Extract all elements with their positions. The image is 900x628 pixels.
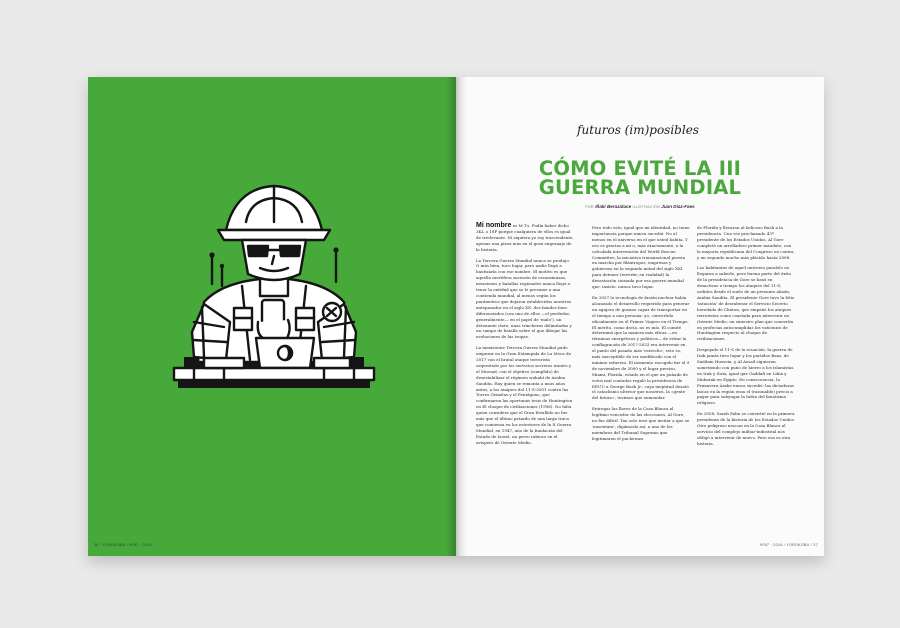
paragraph: de Florida y llevaron al belicoso Bush a la presidencia. Una vez proclamado 43º presidente de los Estados Unidos, Al Gore completó un arrolladoro primer mandato, con la mayoría republicana del Congreso en contra, y un segundo mucho más plácido hasta 2008. bbox=[697, 225, 795, 260]
lead-in: Mi nombre bbox=[476, 222, 512, 229]
paragraph: En 2008, Sarah Palin se convirtió en la primera presidenta de la historia de los Estados Unidos. Otro peligroso neocon en la Casa Blanca al servicio del complejo militar-industrial nos obligó a intervenir de nuevo. Pero esa es otra historia. bbox=[697, 411, 795, 446]
text-column-2 bbox=[592, 225, 690, 447]
headline-line-2: GUERRA MUNDIAL bbox=[538, 176, 742, 199]
folio-left: 36 / YOROKOBU / Nº87 · 2016 bbox=[94, 543, 152, 547]
right-page bbox=[456, 77, 824, 556]
paragraph: Mi nombre es M.T.s. Podía haber dicho 3KL o 18P porque cualquiera de ellos es igual de irrelevante. Ni siquiera yo soy trascendente, apenas una pieza más en el gran engranaje de la historia. bbox=[476, 222, 574, 252]
paragraph: Despejado el 11-S de la ecuación, la guerra de Irak jamás tuvo lugar y los partidos Baaz, de Saddam Hussein, y Al Assad siguieron sometiendo con puño de hierro a los islamistas en Irak y Siria, igual que Gaddafi en Libia y Mubarak en Egipto. En consecuencia, la Primavera Árabe nunca sucedió: las dictaduras laicas en la región eran el (razonable) precio a pagar para subyugar la hidra del fanatismo religioso. bbox=[697, 347, 795, 406]
illustrator-name: Juan Díaz-Faes bbox=[661, 204, 695, 209]
headline-line-1: CÓMO EVITÉ LA III bbox=[538, 157, 742, 180]
paragraph: La Tercera Guerra Mundial nunca se produjo. O más bien, tuvo lugar, pero nadie llegó a bautizarla con ese nombre. El motivo es que aquella mortífera sucesión de escaramuzas, invasiones y batallas regionales nunca llegó a tener la entidad que se le presume a una contienda mundial, al menos según los parámetros que dejaron establecidos nuestros antepasados en el siglo XX: dos bandos bien diferenciados (con uno de ellos —el perdedor, generalmente— en el papel de 'malo'), un detonante claro, unas trincheras delimitadas y un campo de batalla sobre el que dibujar las evoluciones de las tropas. bbox=[476, 257, 572, 340]
illustrator-label: ILUSTRACIÓN bbox=[632, 205, 660, 209]
section-label: futuros (im)posibles bbox=[577, 123, 699, 137]
article-headline bbox=[536, 159, 744, 197]
left-page bbox=[88, 77, 456, 556]
soldier-illustration bbox=[164, 182, 384, 412]
article-credits bbox=[516, 204, 764, 209]
author-name: Iñaki Berazaluce bbox=[595, 204, 632, 209]
paragraph: Los habitantes de aquel universo paralelo no llegaron a saberlo, pero buena parte del éxito de la presidencia de Gore se basó en desactivar a tiempo los ataques del 11-S, urdidos desde el suelo de un presunto aliado, Arabia Saudita. El presidente Gore tuvo la feliz 'intuición' de desrabezar el Servicio Secreto heredado de Clinton, que empañó los ataques terroristas como coartada para intervenir en Oriente Medio, un siniestro plan que convertía en profecías autocumplidas los vaticinios de Huntington respecto al choque de civilizaciones. bbox=[697, 265, 795, 342]
magazine-spread bbox=[88, 77, 824, 556]
text-column-3 bbox=[697, 225, 795, 452]
paragraph: La inexistente Tercera Guerra Mundial pudo empezar en la Gran Estampida de La Meca de 2017 con el brutal ataque terrorista orquestado por los servicios secretos iraníes y el Mossad, con el objetivo (cumplido) de desestabilizar el régimen wahabí de Arabia Saudita. Hay quien se remonta a unos años antes, a los ataques del 11-S-2001 contra las Torres Gemelas y el Pentágono, que confirmaron las oportunas tesis de Huntington en El choque de civilizaciones (1996). No falta quien considera que el Gran Estallido no fue más que el último petardo de una larga traca que comienza en los estertores de la II Guerra Mundial, en 1947, año de la fundación del Estado de Israel, un perro rabioso en el avispero de Oriente Medio. bbox=[476, 345, 573, 445]
text-column-1 bbox=[476, 223, 574, 451]
folio-right: Nº87 · 2016 / YOROKOBU / 37 bbox=[760, 543, 818, 547]
paragraph: Entregar las llaves de la Casa Blanca al legítimo vencedor de las elecciones, Al Gore, no fue difícil. Tan solo tuve que invitar a que se 'ausentara', digámoslo así, a uno de los miembros del Tribunal Supremo que legitimaron el pucherazo bbox=[592, 406, 690, 441]
paragraph: Pero todo esto, igual que mi identidad, no tiene importancia porque nunca sucedió. No al menos en el universo en el que usted habita. Y eso es gracias a mí o, más exactamente, a la calculada intervención del World Rescue Committee, la iniciativa transnacional puesta en marcha por filántropos, empresas y gobiernos en la segunda mitad del siglo XXI para detener (revertir, en realidad) la devastación causada por esa guerra mundial que, insisto, nunca tuvo lugar. bbox=[592, 225, 690, 290]
author-label: POR bbox=[585, 205, 594, 209]
paragraph: En 2057 la tecnología de fusión nuclear había alcanzado el desarrollo requerido para generar un agujero de gusano capaz de transportar en el tiempo a una persona: yo, convertido oficialmente en el Primer Viajero en el Tiempo. El mérito, como decía, no es mío. El comité determinó que la manera más eficaz —en términos energéticos y políticos— de evitar la conflagración de 2017-2023 era intervenir en el punto del pasado más 'estrecho', esto es, más susceptible de ser modificado con el mínimo esfuerzo. El momento escogido fue el 9 de noviembre de 2000 y el lugar preciso, Miami, Florida, estado en el que un puñado de votos mal contados regaló la presidencia de EEUU a George Bush Jr., cuya ineptitud desató el cataclismo ulterior que nosotros, la «gente del futuro», tuvimos que enmendar. bbox=[592, 294, 690, 401]
